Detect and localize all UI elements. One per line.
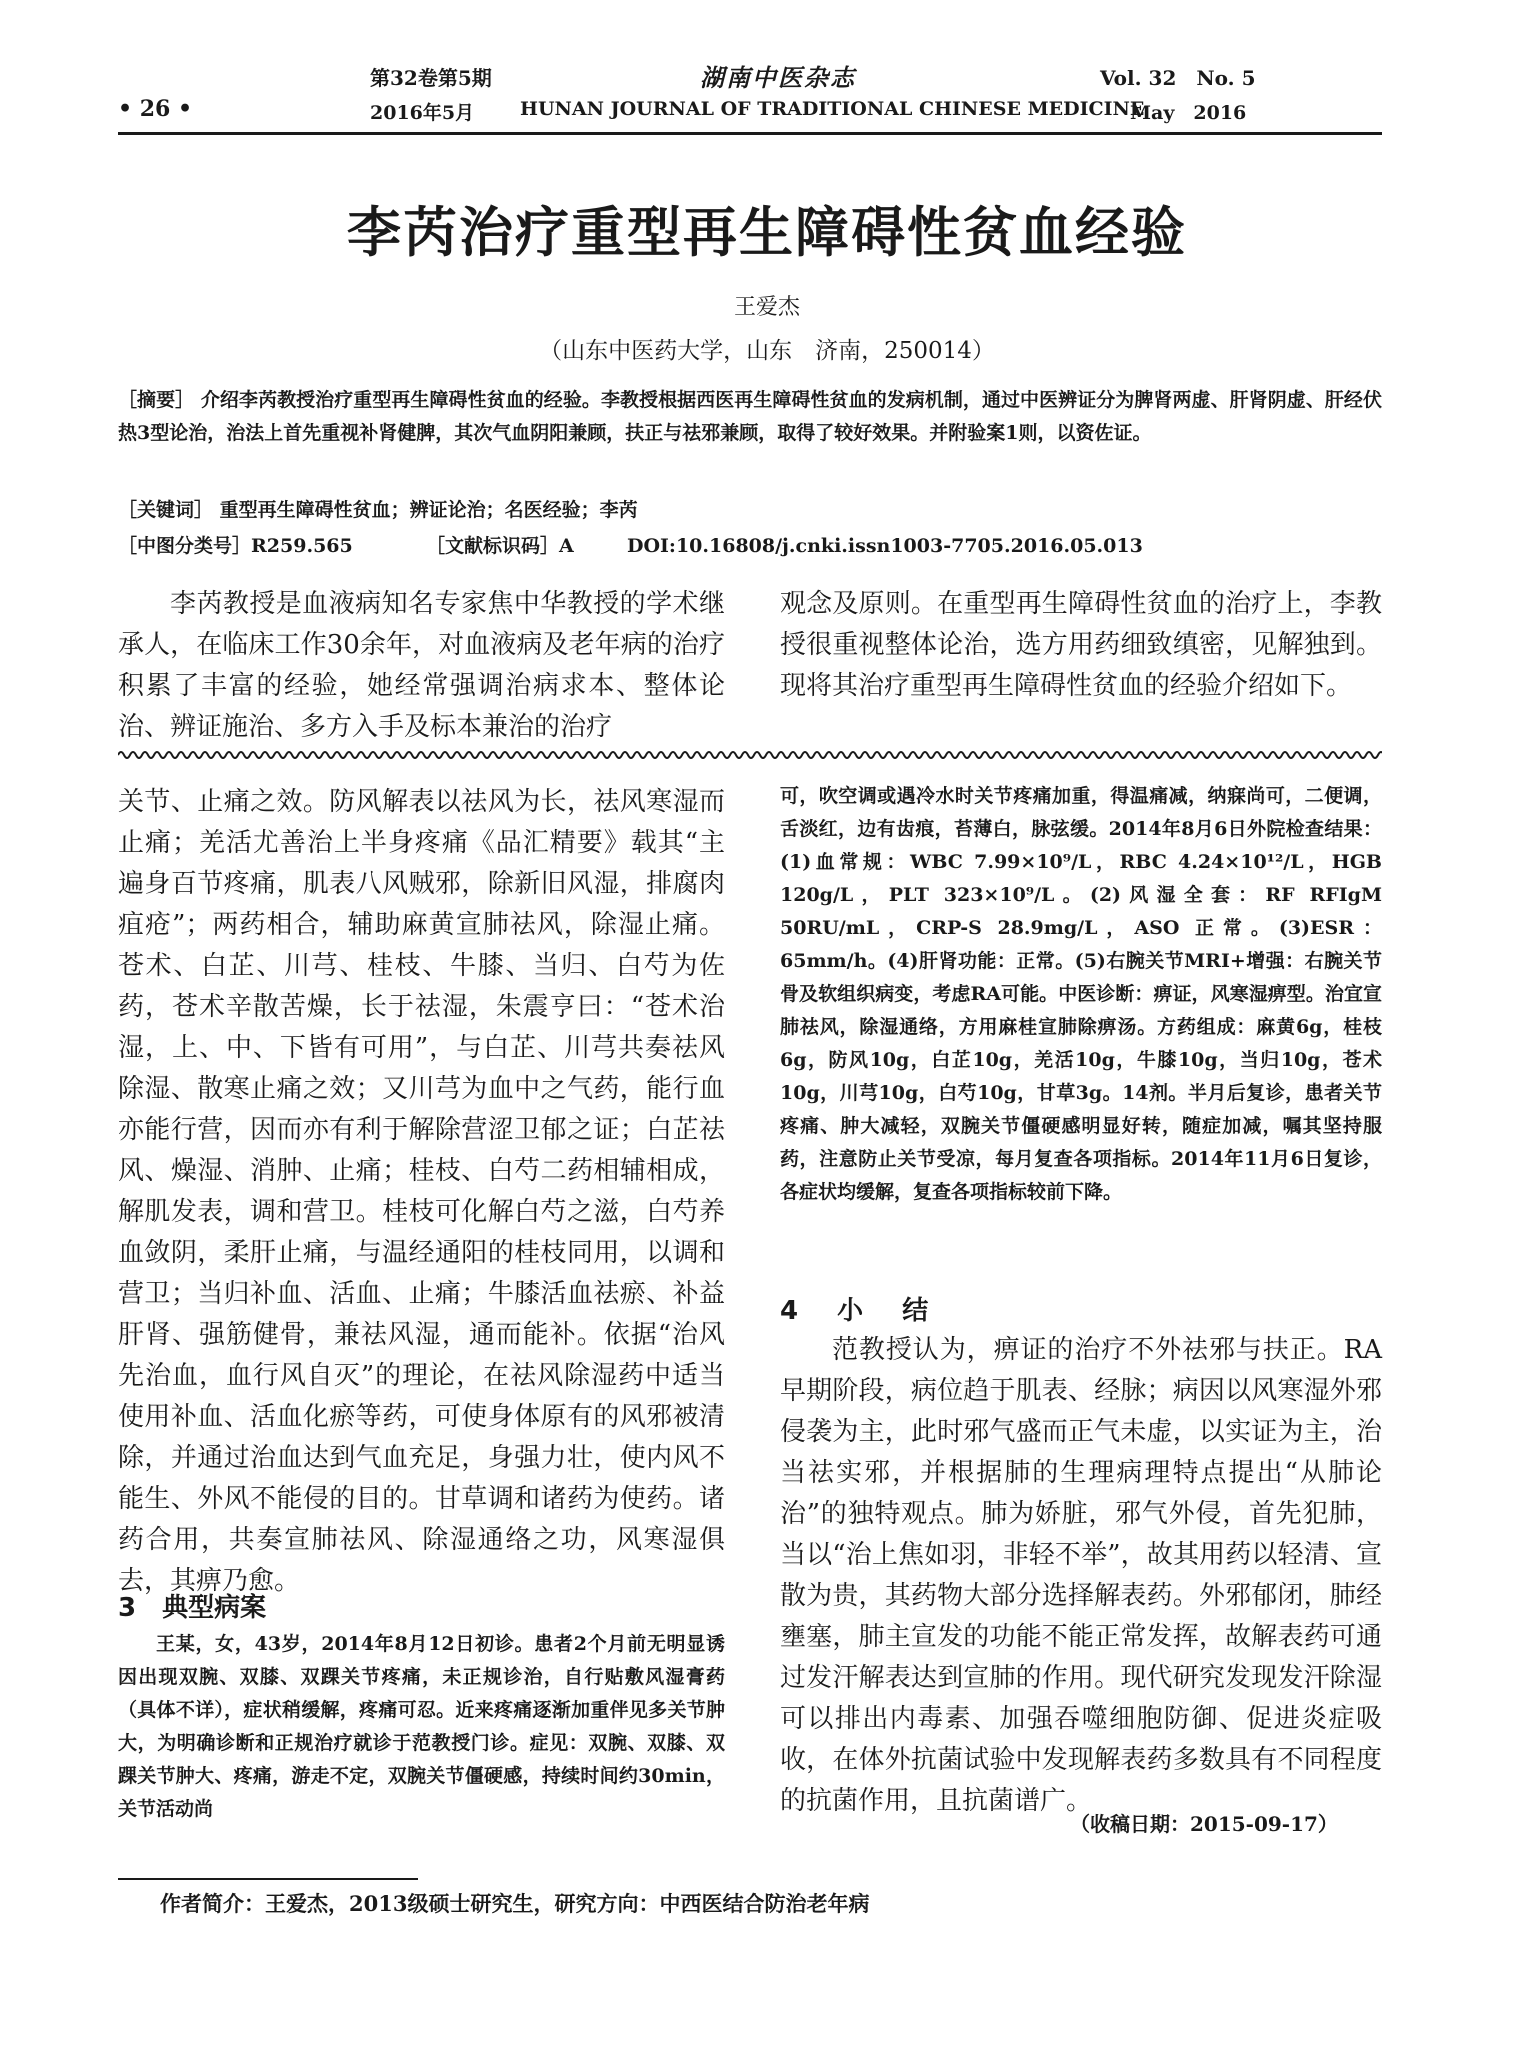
clc-label: ［中图分类号］ (118, 535, 252, 557)
doc-label: ［文献标识码］ (426, 535, 560, 557)
section-3-heading: 3 典型病案 (118, 1593, 267, 1623)
journal-logo: 湖南中医杂志 (700, 63, 856, 92)
keywords-text: 重型再生障碍性贫血；辨证论治；名医经验；李芮 (219, 499, 638, 521)
author-bio-footnote: 作者简介：王爱杰，2013级硕士研究生，研究方向：中西医结合防治老年病 (160, 1891, 870, 1916)
abstract-label: ［摘要］ (118, 389, 195, 411)
intro-left: 李芮教授是血液病知名专家焦中华教授的学术继承人，在临床工作30余年，对血液病及老年病的治疗积累了丰富的经验，她经常强调治病求本、整体论治、辨证施治、多方入手及标本兼治的治疗 (118, 589, 725, 742)
header-date-cn: 2016年5月 (370, 102, 475, 124)
keywords-label: ［关键词］ (118, 499, 214, 521)
clc-value: R259.565 (251, 535, 353, 557)
footnote-rule (118, 1878, 418, 1880)
header-journal-en: HUNAN JOURNAL OF TRADITIONAL CHINESE MEDICINE (520, 98, 1145, 120)
page-number: • 26 • (118, 96, 193, 122)
doc-value: A (559, 535, 574, 557)
section-4-heading: 4 小 结 (780, 1296, 929, 1326)
abstract (118, 384, 1382, 450)
ornamental-divider (118, 748, 1382, 762)
received-date: （收稿日期：2015-09-17） (1070, 1812, 1338, 1836)
header-rule (118, 132, 1382, 135)
conclusion-text: 范教授认为，痹证的治疗不外祛邪与扶正。RA早期阶段，病位趋于肌表、经脉；病因以风寒湿外邪侵袭为主，此时邪气盛而正气未虚，以实证为主，治当祛实邪，并根据肺的生理病理特点提出“从肺论治”的独特观点。肺为娇脏，邪气外侵，首先犯肺，当以“治上焦如羽，非轻不举”，故其用药以轻清、宣散为贵，其药物大部分选择解表药。外邪郁闭，肺经壅塞，肺主宣发的功能不能正常发挥，故解表药可通过发汗解表达到宣肺的作用。现代研究发现发汗除湿可以排出内毒素、加强吞噬细胞防御、促进炎症吸收，在体外抗菌试验中发现解表药多数具有不同程度的抗菌作用，且抗菌谱广。 (780, 1335, 1382, 1816)
classification (118, 530, 1382, 563)
article-title: 李芮治疗重型再生障碍性贫血经验 (347, 201, 1187, 264)
author: 王爱杰 (733, 295, 800, 320)
header-volume-en: Vol. 32 No. 5 (1100, 66, 1256, 90)
case-text-right: 可，吹空调或遇冷水时关节疼痛加重，得温痛减，纳寐尚可，二便调，舌淡红，边有齿痕，苔薄白，脉弦缓。2014年8月6日外院检查结果：(1)血常规：WBC 7.99×10⁹/L，RBC 4.24×10¹²/L，HGB 120g/L，PLT 323×10⁹/L。(2)风湿全套：RF RFIgM 50RU/mL，CRP-S 28.9mg/L，ASO 正常。(3)ESR：65mm/h。(4)肝肾功能：正常。(5)右腕关节MRI+增强：右腕关节骨及软组织病变，考虑RA可能。中医诊断：痹证，风寒湿痹型。治宜宣肺祛风，除湿通络，方用麻桂宣肺除痹汤。方药组成：麻黄6g，桂枝6g，防风10g，白芷10g，羌活10g，牛膝10g，当归10g，苍术10g，川芎10g，白芍10g，甘草3g。14剂。半月后复诊，患者关节疼痛、肿大减轻，双腕关节僵硬感明显好转，随症加减，嘱其坚持服药，注意防止关节受凉，每月复查各项指标。2014年11月6日复诊，各症状均缓解，复查各项指标较前下降。 (780, 785, 1382, 1203)
header-volume-cn: 第32卷第5期 (370, 66, 492, 90)
keywords (118, 494, 1382, 527)
header-date-en: May 2016 (1130, 102, 1247, 124)
abstract-text: 介绍李芮教授治疗重型再生障碍性贫血的经验。李教授根据西医再生障碍性贫血的发病机制，通过中医辨证分为脾肾两虚、肝肾阴虚、肝经伏热3型论治，治法上首先重视补肾健脾，其次气血阴阳兼顾，扶正与祛邪兼顾，取得了较好效果。并附验案1则，以资佐证。 (118, 389, 1382, 444)
body-left-column: 关节、止痛之效。防风解表以祛风为长，祛风寒湿而止痛；羌活尤善治上半身疼痛《品汇精要》载其“主遍身百节疼痛，肌表八风贼邪，除新旧风湿，排腐肉疽疮”；两药相合，辅助麻黄宣肺祛风，除湿止痛。苍术、白芷、川芎、桂枝、牛膝、当归、白芍为佐药，苍术辛散苦燥，长于祛湿，朱震亨曰：“苍术治湿，上、中、下皆有可用”，与白芷、川芎共奏祛风除湿、散寒止痛之效；又川芎为血中之气药，能行血亦能行营，因而亦有利于解除营涩卫郁之证；白芷祛风、燥湿、消肿、止痛；桂枝、白芍二药相辅相成，解肌发表，调和营卫。桂枝可化解白芍之滋，白芍养血敛阴，柔肝止痛，与温经通阳的桂枝同用，以调和营卫；当归补血、活血、止痛；牛膝活血祛瘀、补益肝肾、强筋健骨，兼祛风湿，通而能补。依据“治风先治血，血行风自灭”的理论，在祛风除湿药中适当使用补血、活血化瘀等药，可使身体原有的风邪被清除，并通过治血达到气血充足，身强力壮，使内风不能生、外风不能侵的目的。甘草调和诸药为使药。诸药合用，共奏宣肺祛风、除湿通络之功，风寒湿俱去，其痹乃愈。 (118, 787, 725, 1596)
doi: DOI:10.16808/j.cnki.issn1003-7705.2016.05.013 (627, 535, 1143, 557)
case-text-left: 王某，女，43岁，2014年8月12日初诊。患者2个月前无明显诱因出现双腕、双膝、双踝关节疼痛，未正规诊治，自行贴敷风湿膏药（具体不详），症状稍缓解，疼痛可忍。近来疼痛逐渐加重伴见多关节肿大，为明确诊断和正规治疗就诊于范教授门诊。症见：双腕、双膝、双踝关节肿大、疼痛，游走不定，双腕关节僵硬感，持续时间约30min，关节活动尚 (118, 1633, 725, 1820)
affiliation: （山东中医药大学，山东 济南，250014） (539, 338, 995, 364)
intro-right: 观念及原则。在重型再生障碍性贫血的治疗上，李教授很重视整体论治，选方用药细致缜密，见解独到。现将其治疗重型再生障碍性贫血的经验介绍如下。 (780, 589, 1382, 701)
